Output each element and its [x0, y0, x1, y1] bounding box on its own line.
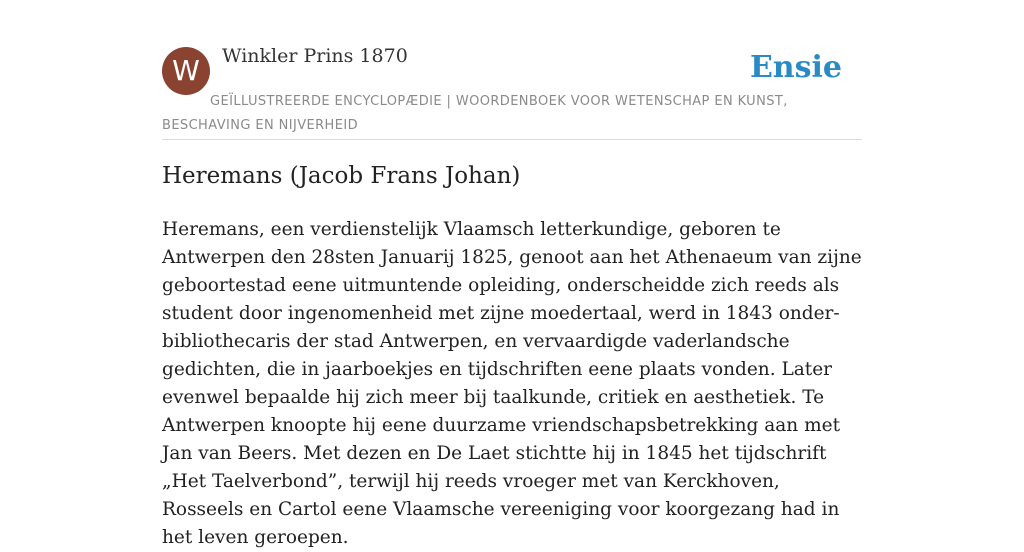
entry-title: Heremans (Jacob Frans Johan): [162, 163, 521, 189]
ensie-logo[interactable]: Ensie: [749, 50, 842, 85]
source-subtitle: GEÏLLUSTREERDE ENCYCLOPÆDIE | WOORDENBOEK VOOR WETENSCHAP EN KUNST, BESCHAVING EN NIJVERHEID: [162, 94, 788, 133]
source-title-link[interactable]: Winkler Prins 1870: [222, 45, 408, 67]
entry-body: Heremans, een verdienstelijk Vlaamsch letterkundige, geboren te Antwerpen den 28sten Januarij 1825, genoot aan het Athenaeum van zijne geboortestad eene uitmuntende opleiding, onderscheidde zich reeds als student door ingenomenheid met zijne moedertaal, werd in 1843 onder-bibliothecaris der stad Antwerpen, en vervaardigde vaderlandsche gedichten, die in jaarboekjes en tijdschriften eene plaats vonden. Later evenwel bepaalde hij zich meer bij taalkunde, critiek en aesthetiek. Te Antwerpen knoopte hij eene duurzame vriendschapsbetrekking aan met Jan van Beers. Met dezen en De Laet stichtte hij in 1845 het tijdschrift „Het Taelverbond”, terwijl hij reeds vroeger met van Kerckhoven, Rosseels en Cartol eene Vlaamsche vereeniging voor koorgezang had in het leven geroepen.: [162, 219, 862, 548]
source-avatar[interactable]: W: [162, 47, 210, 95]
header-divider: [162, 139, 862, 140]
